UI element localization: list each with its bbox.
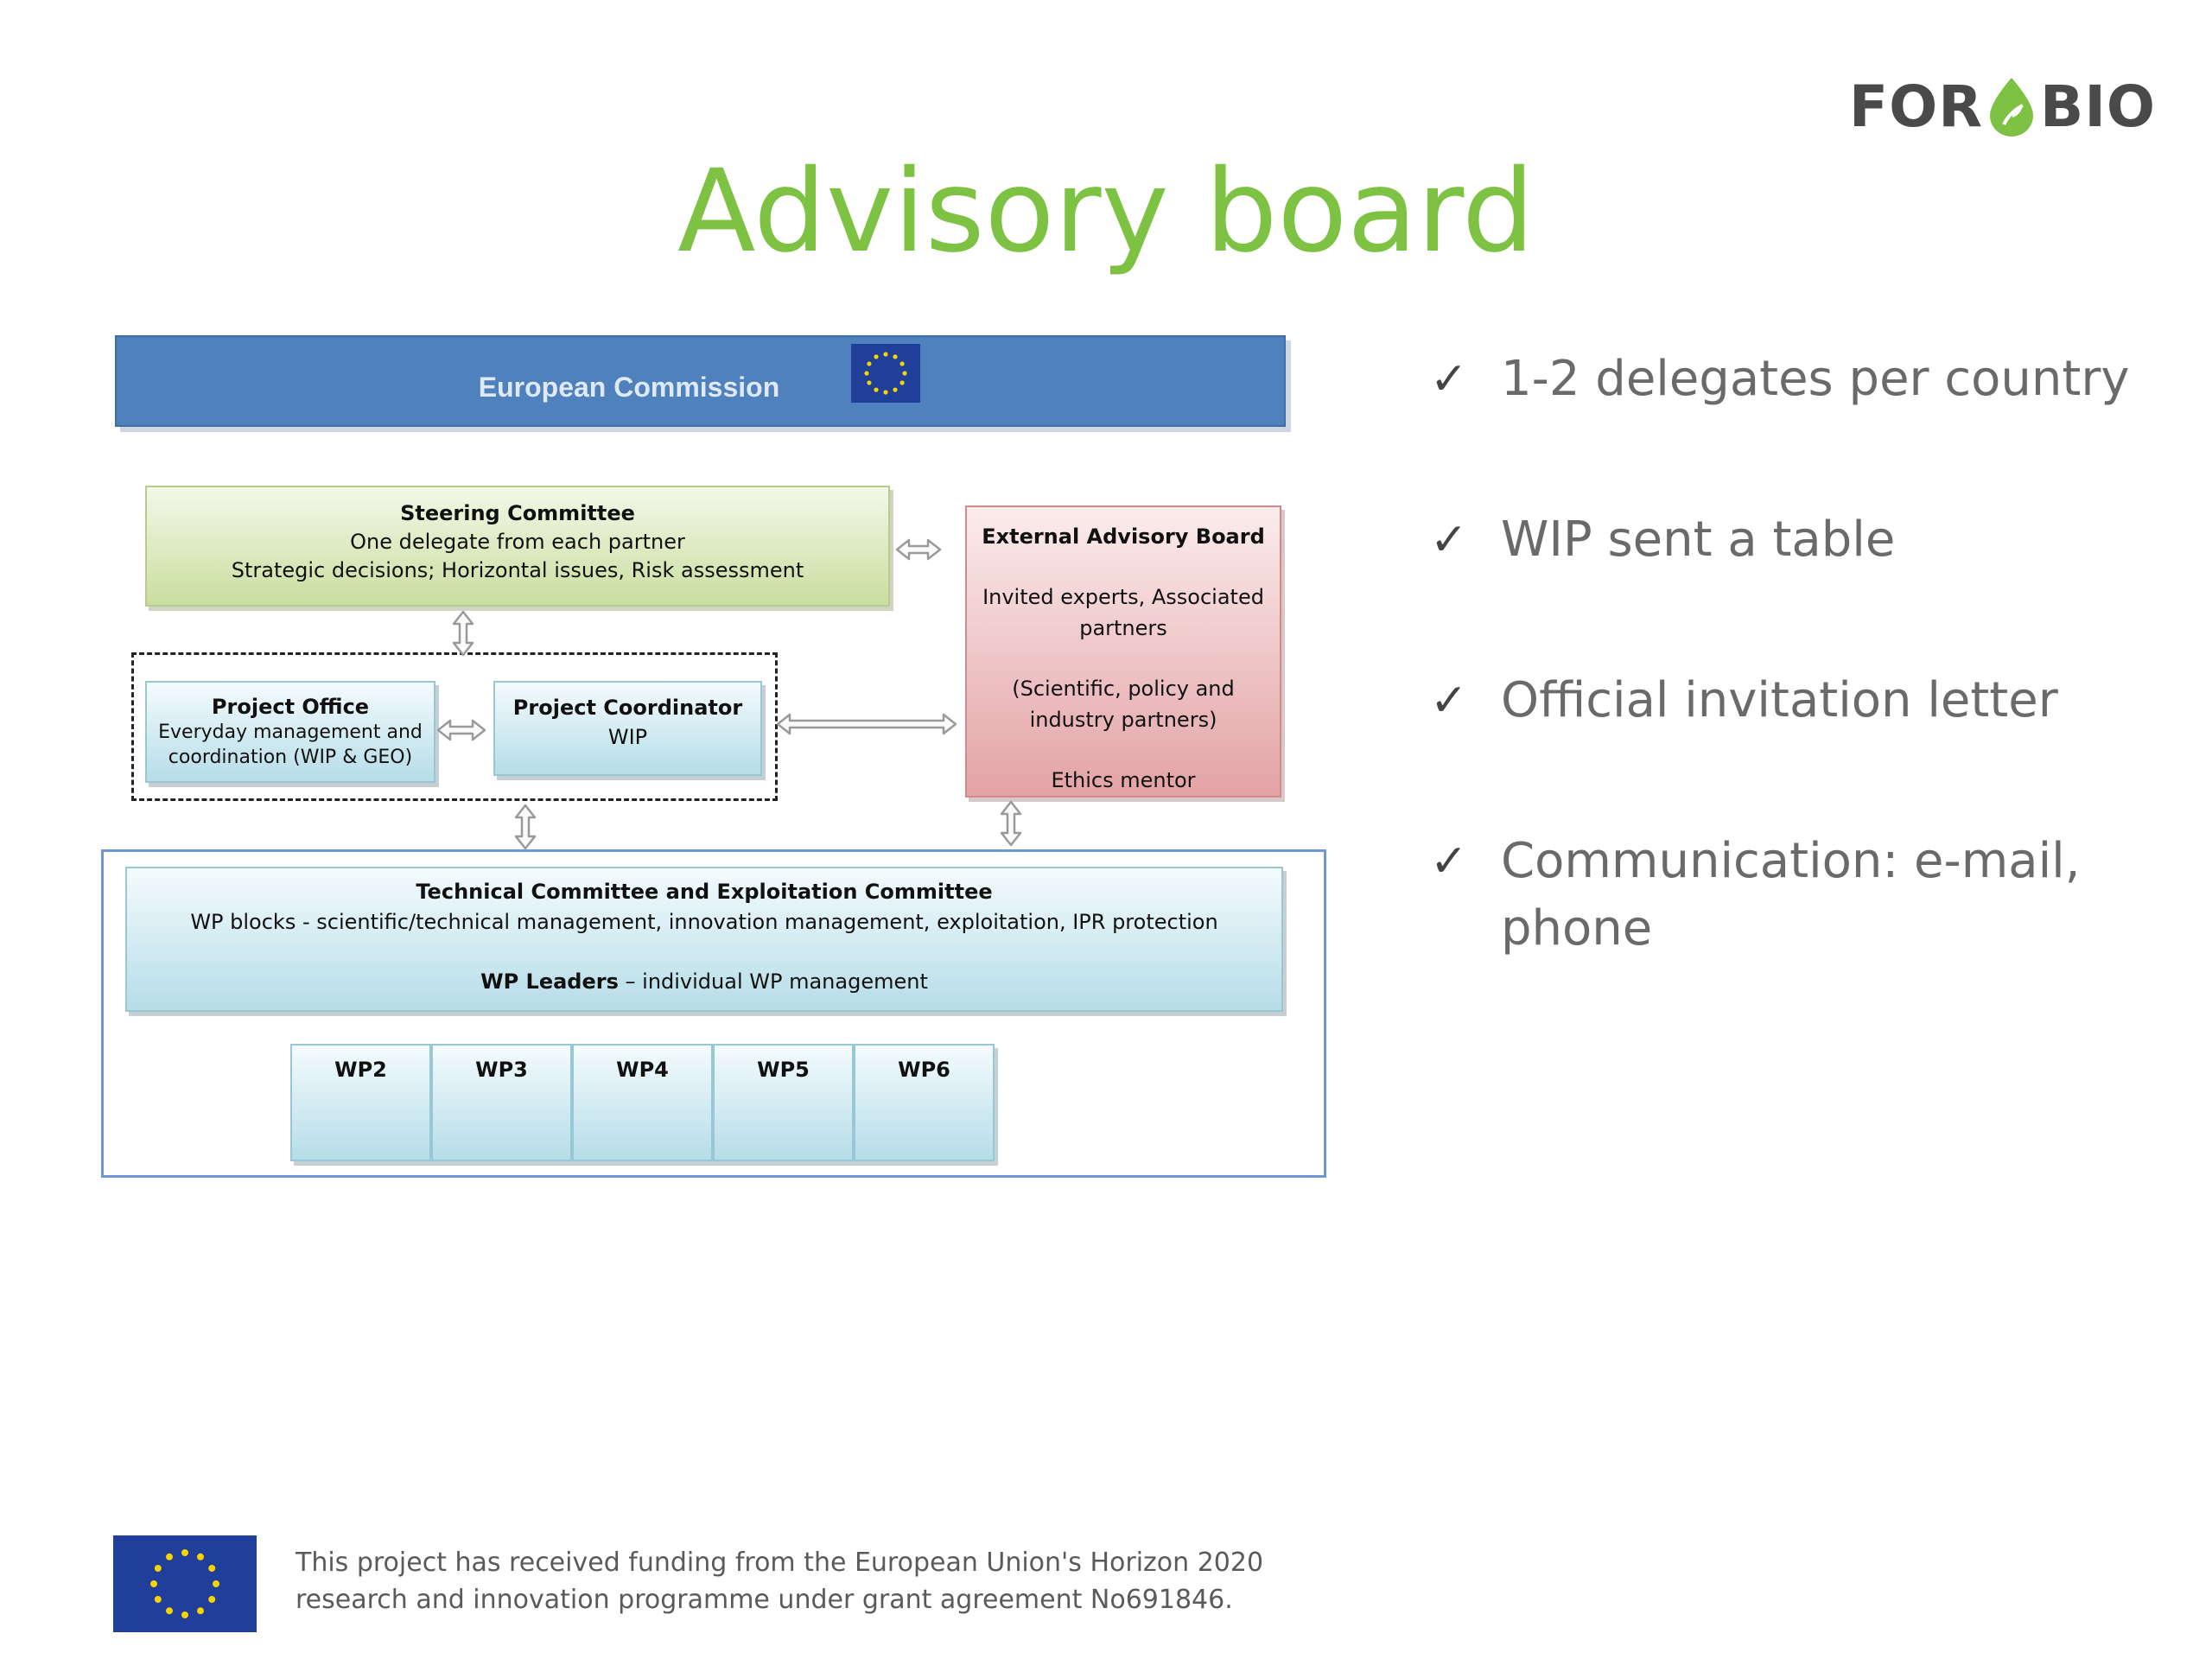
double-arrow-icon — [1001, 802, 1020, 845]
eab-line: partners — [1079, 616, 1167, 640]
star-icon — [181, 1549, 188, 1556]
eab-line: Ethics mentor — [1051, 768, 1196, 792]
wp-box: WP5 — [713, 1044, 854, 1161]
star-icon — [166, 1607, 173, 1614]
star-icon — [208, 1565, 215, 1572]
star-icon — [181, 1611, 188, 1618]
bullet-text: 1-2 delegates per country — [1501, 351, 2130, 407]
double-arrow-icon — [454, 612, 473, 655]
page-title: Advisory board — [677, 145, 1535, 278]
eab-line: Invited experts, Associated — [982, 585, 1264, 609]
steering-committee-line: One delegate from each partner — [350, 530, 685, 554]
star-icon — [197, 1554, 204, 1560]
star-icon — [213, 1580, 219, 1587]
wp-box: WP2 — [290, 1044, 431, 1161]
project-coordinator-title: Project Coordinator — [512, 696, 743, 720]
leaf-icon — [1986, 76, 2037, 137]
checkmark-icon: ✓ — [1430, 353, 1468, 405]
project-office-line: coordination (WIP & GEO) — [168, 747, 413, 768]
star-icon — [155, 1565, 162, 1572]
bullet-text: WIP sent a table — [1501, 512, 1896, 568]
checkmark-icon: ✓ — [1430, 514, 1468, 566]
eab-line: industry partners) — [1029, 708, 1217, 732]
double-arrow-icon — [438, 721, 485, 740]
wp-box: WP3 — [431, 1044, 572, 1161]
eab-line: (Scientific, policy and — [1012, 677, 1235, 701]
funding-disclaimer — [296, 1544, 1332, 1618]
star-icon — [166, 1554, 173, 1560]
project-office-title: Project Office — [211, 695, 370, 719]
eu-flag-icon — [113, 1535, 257, 1632]
wp-box: WP4 — [572, 1044, 713, 1161]
wp-leaders-line: WP Leaders – individual WP management — [480, 969, 928, 994]
diagram-arrows — [0, 0, 1382, 1210]
project-office-line: Everyday management and — [158, 721, 423, 743]
double-arrow-icon — [778, 715, 956, 734]
eab-title: External Advisory Board — [982, 524, 1265, 549]
steering-committee-line: Strategic decisions; Horizontal issues, Risk assessment — [231, 558, 804, 582]
project-coordinator-line: WIP — [607, 725, 648, 749]
star-icon — [155, 1596, 162, 1603]
funding-line: This project has received funding from the European Union's Horizon 2020 — [296, 1548, 1264, 1578]
funding-line: research and innovation programme under grant agreement No691846. — [296, 1585, 1233, 1615]
star-icon — [150, 1580, 157, 1587]
checkmark-icon: ✓ — [1430, 836, 1468, 887]
checkmark-icon: ✓ — [1430, 675, 1468, 727]
star-icon — [197, 1607, 204, 1614]
star-icon — [208, 1596, 215, 1603]
forbio-logo — [1849, 67, 2156, 145]
technical-committee-line: WP blocks - scientific/technical management, innovation management, exploitation, IPR protection — [190, 910, 1218, 934]
double-arrow-icon — [897, 540, 940, 559]
bullet-text: Communication: e-mail, phone — [1501, 833, 2081, 957]
logo-text-right: BIO — [2040, 73, 2156, 140]
logo-text-left: FOR — [1849, 73, 1984, 140]
wp-box: WP6 — [854, 1044, 995, 1161]
double-arrow-icon — [516, 805, 535, 849]
bullet-text: Official invitation letter — [1501, 672, 2058, 728]
european-commission-label: European Commission — [478, 372, 780, 403]
steering-committee-title: Steering Committee — [400, 501, 635, 525]
technical-committee-title: Technical Committee and Exploitation Committee — [416, 880, 993, 904]
